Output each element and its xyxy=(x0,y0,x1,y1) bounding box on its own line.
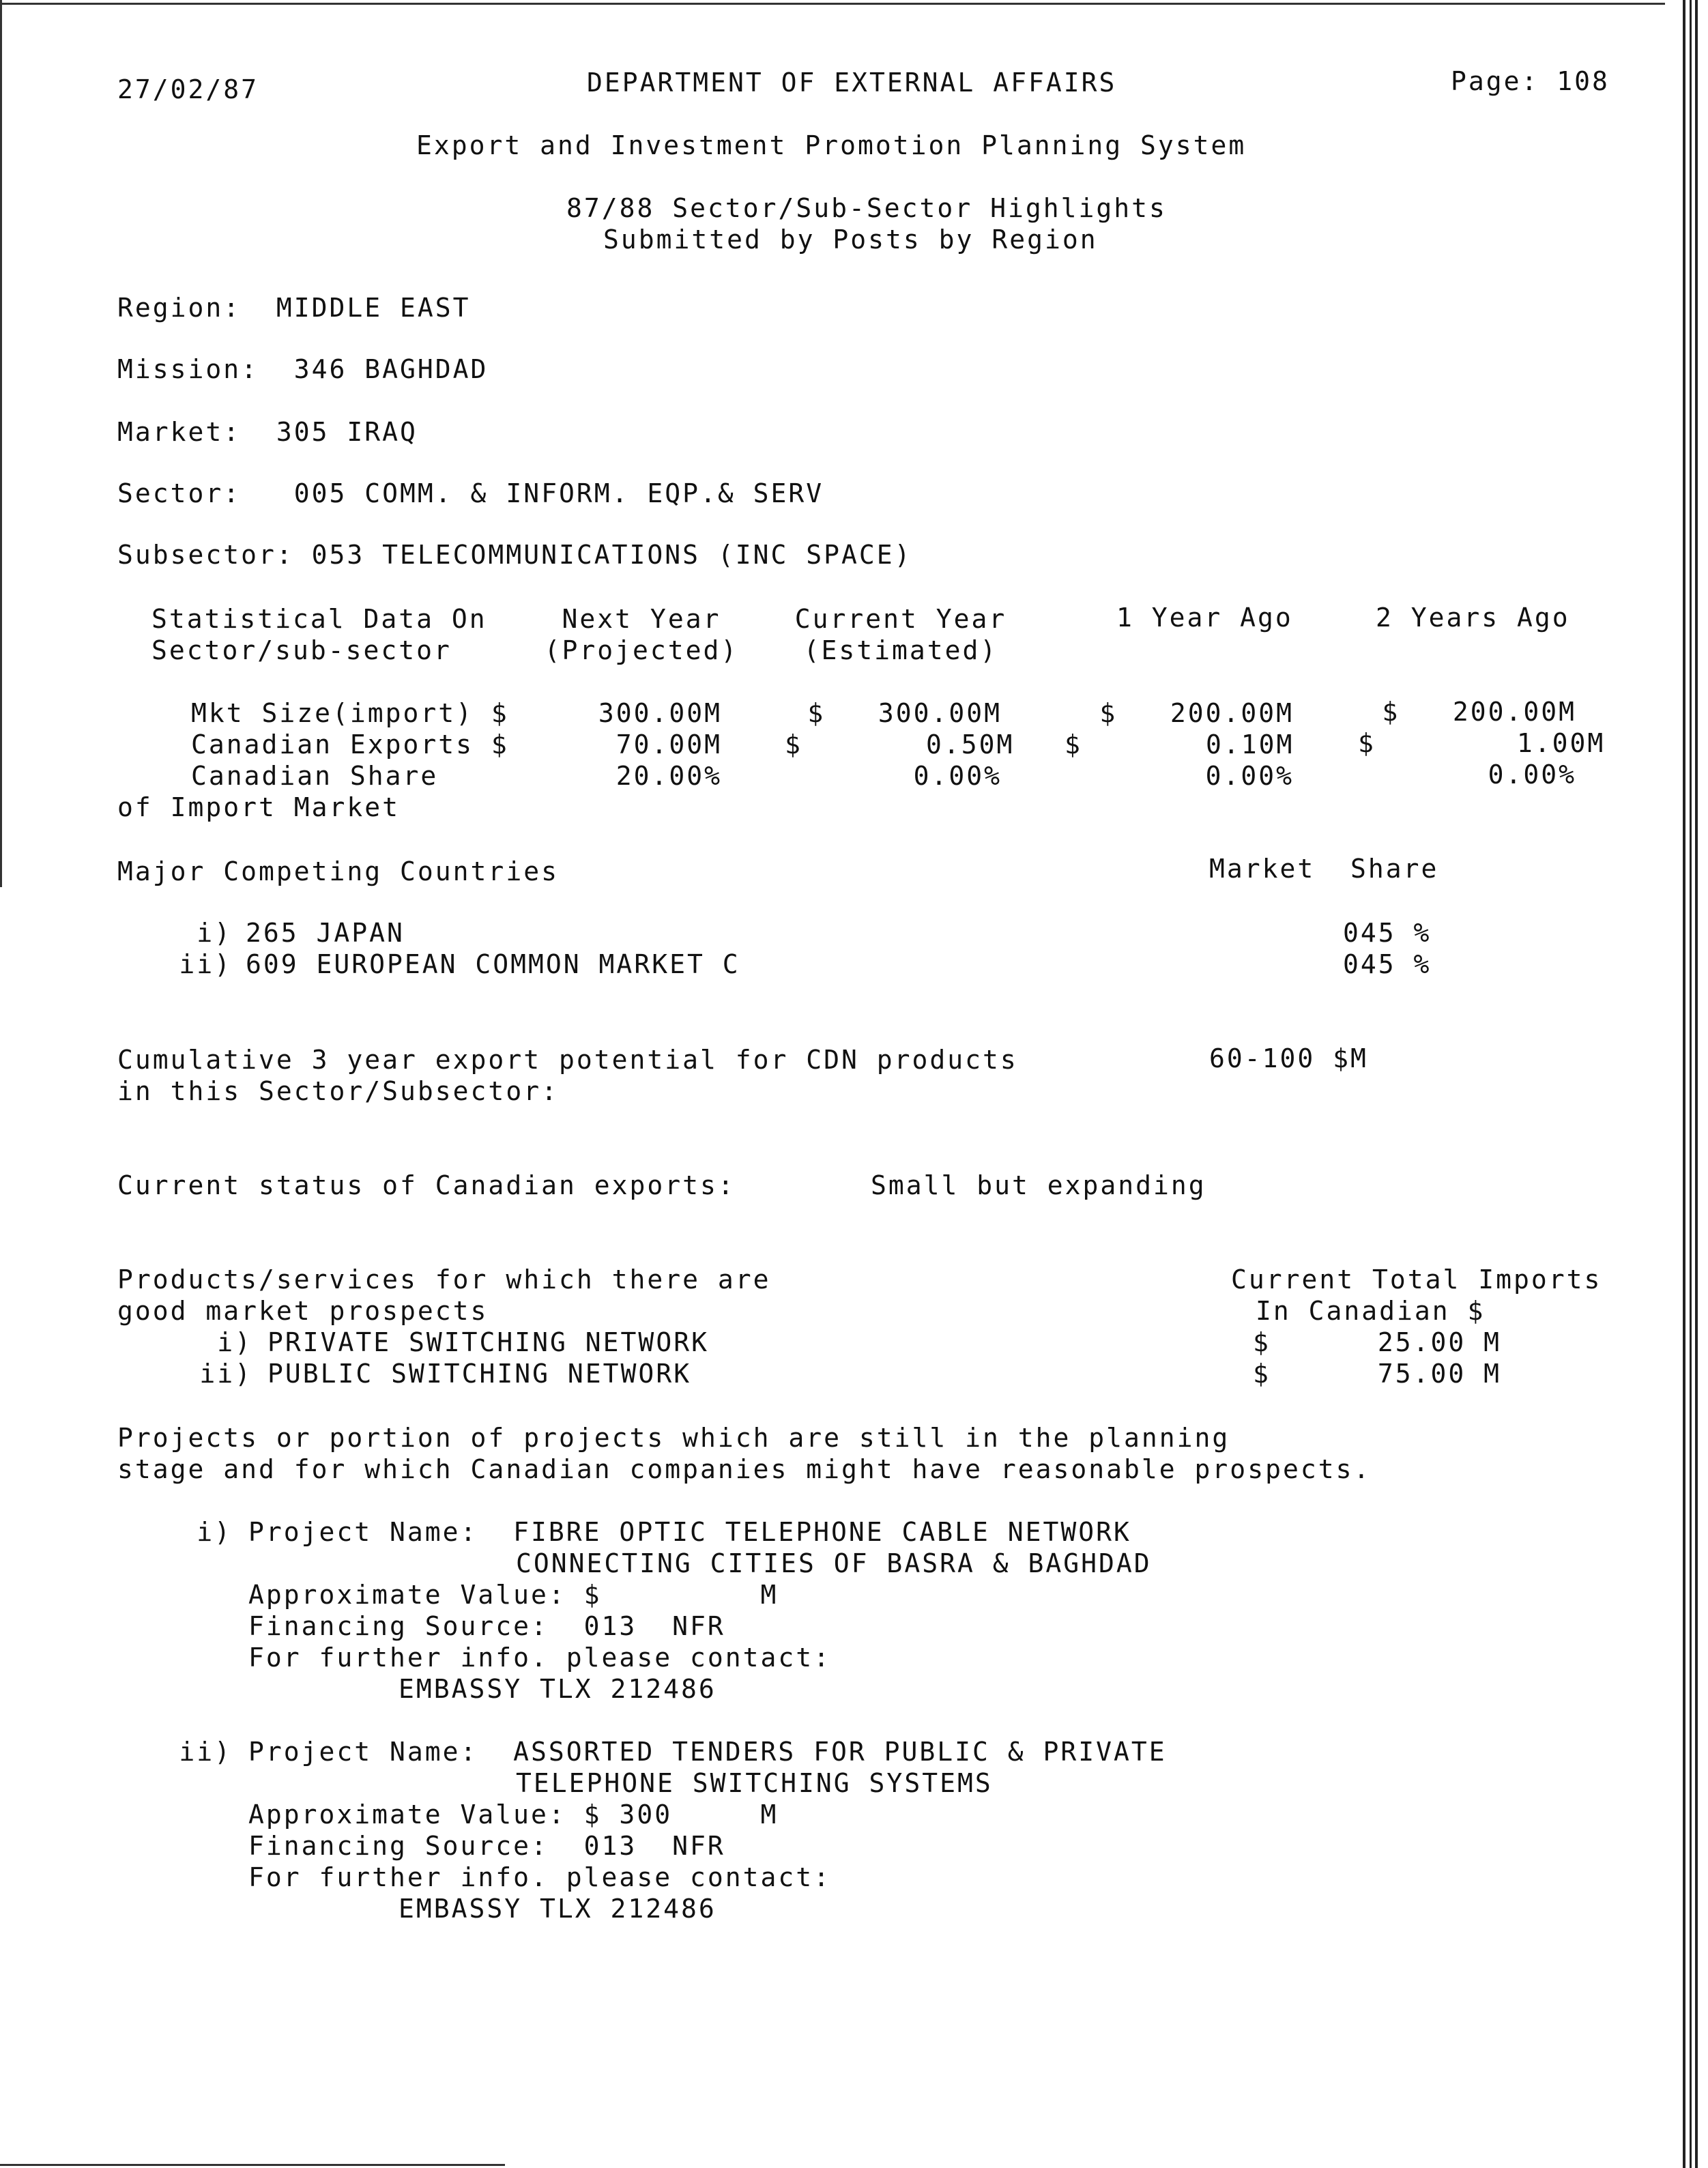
project-financing: Financing Source: 013 NFR xyxy=(248,1611,725,1641)
table-row-label: Mkt Size(import) $ xyxy=(191,698,509,728)
table-row-label: Canadian Exports $ xyxy=(191,729,509,760)
system-title: Export and Investment Promotion Planning System xyxy=(416,130,1247,160)
export-status-value: Small but expanding xyxy=(871,1170,1206,1200)
report-title: 87/88 Sector/Sub-Sector Highlights xyxy=(566,193,1167,223)
list-item-index: i) xyxy=(197,1517,232,1547)
right-border xyxy=(1683,0,1685,2168)
table-cell: $ 300.00M xyxy=(807,698,1002,728)
projects-intro: Projects or portion of projects which are still in the planning xyxy=(117,1423,1230,1453)
competitor-share: 045 % xyxy=(1343,918,1432,948)
report-date: 27/02/87 xyxy=(117,74,259,104)
projects-intro: stage and for which Canadian companies might have reasonable prospects. xyxy=(117,1454,1372,1484)
competitor-name: 609 EUROPEAN COMMON MARKET C xyxy=(246,949,740,979)
table-cell: $ 1.00M xyxy=(1358,728,1606,758)
table-cell: 0.00% xyxy=(913,761,1002,791)
left-border xyxy=(0,0,2,887)
project-name-continued: TELEPHONE SWITCHING SYSTEMS xyxy=(516,1768,993,1798)
products-label: Products/services for which there are xyxy=(117,1264,771,1295)
right-border xyxy=(1695,0,1698,2168)
market-field: Market: 305 IRAQ xyxy=(117,417,418,447)
stats-row-header: Sector/sub-sector xyxy=(151,635,452,665)
table-cell: $ 200.00M xyxy=(1382,697,1576,727)
column-header-1-year-ago: 1 Year Ago xyxy=(1116,603,1293,633)
project-name: Project Name: FIBRE OPTIC TELEPHONE CABLE NETWORK xyxy=(248,1517,1131,1547)
mission-field: Mission: 346 BAGHDAD xyxy=(117,354,489,384)
competitors-title: Major Competing Countries xyxy=(117,856,559,886)
report-subtitle: Submitted by Posts by Region xyxy=(603,225,1098,255)
bottom-border xyxy=(0,2164,505,2166)
products-label: good market prospects xyxy=(117,1296,489,1326)
table-row-label: Canadian Share xyxy=(191,761,439,791)
project-financing: Financing Source: 013 NFR xyxy=(248,1831,725,1861)
project-value: Approximate Value: $ 300 M xyxy=(248,1800,779,1830)
department-name: DEPARTMENT OF EXTERNAL AFFAIRS xyxy=(587,68,1117,98)
list-item-index: i) xyxy=(197,918,232,948)
list-item-index: ii) xyxy=(199,1359,252,1389)
table-cell: $ 0.10M xyxy=(1065,729,1294,760)
competitor-share: 045 % xyxy=(1343,949,1432,979)
right-border xyxy=(1690,0,1692,2168)
product-currency: $ xyxy=(1253,1327,1271,1357)
list-item-index: ii) xyxy=(179,949,232,979)
region-field: Region: MIDDLE EAST xyxy=(117,293,471,323)
table-cell: 20.00% xyxy=(616,761,722,791)
table-cell: $ 200.00M xyxy=(1099,698,1294,728)
project-contact-label: For further info. please contact: xyxy=(248,1862,831,1892)
table-cell: $ 0.50M xyxy=(785,729,1015,760)
project-contact-detail: EMBASSY TLX 212486 xyxy=(399,1674,717,1704)
project-contact-detail: EMBASSY TLX 212486 xyxy=(399,1894,717,1924)
product-name: PRIVATE SWITCHING NETWORK xyxy=(267,1327,709,1357)
competitor-name: 265 JAPAN xyxy=(246,918,405,948)
list-item-index: ii) xyxy=(179,1737,232,1767)
project-contact-label: For further info. please contact: xyxy=(248,1643,831,1673)
export-potential-label: in this Sector/Subsector: xyxy=(117,1076,559,1106)
sector-field: Sector: 005 COMM. & INFORM. EQP.& SERV xyxy=(117,478,824,508)
export-status-label: Current status of Canadian exports: xyxy=(117,1170,736,1200)
column-header-current-year: (Estimated) xyxy=(803,635,998,665)
list-item-index: i) xyxy=(217,1327,252,1357)
stats-row-header: Statistical Data On xyxy=(151,604,487,634)
column-header-2-years-ago: 2 Years Ago xyxy=(1376,603,1570,633)
project-name: Project Name: ASSORTED TENDERS FOR PUBLIC & PRIVATE xyxy=(248,1737,1167,1767)
table-cell: 70.00M xyxy=(616,729,722,760)
product-currency: $ xyxy=(1253,1359,1271,1389)
product-amount: 75.00 M xyxy=(1377,1359,1501,1389)
imports-header: In Canadian $ xyxy=(1256,1296,1486,1326)
top-border xyxy=(0,3,1665,5)
column-header-current-year: Current Year xyxy=(794,604,1007,634)
product-amount: 25.00 M xyxy=(1377,1327,1501,1357)
project-name-continued: CONNECTING CITIES OF BASRA & BAGHDAD xyxy=(516,1548,1152,1578)
subsector-field: Subsector: 053 TELECOMMUNICATIONS (INC SPACE) xyxy=(117,540,912,570)
imports-header: Current Total Imports xyxy=(1231,1264,1602,1295)
market-share-header: Market Share xyxy=(1209,854,1439,884)
column-header-next-year: (Projected) xyxy=(544,635,739,665)
page-number: Page: 108 xyxy=(1451,66,1610,96)
project-value: Approximate Value: $ M xyxy=(248,1580,779,1610)
table-cell: 0.00% xyxy=(1205,761,1294,791)
column-header-next-year: Next Year xyxy=(562,604,721,634)
export-potential-label: Cumulative 3 year export potential for CDN products xyxy=(117,1045,1018,1075)
export-potential-value: 60-100 $M xyxy=(1209,1043,1368,1073)
table-row-label-continuation: of Import Market xyxy=(117,792,401,822)
product-name: PUBLIC SWITCHING NETWORK xyxy=(267,1359,692,1389)
table-cell: 0.00% xyxy=(1488,760,1576,790)
table-cell: 300.00M xyxy=(598,698,722,728)
